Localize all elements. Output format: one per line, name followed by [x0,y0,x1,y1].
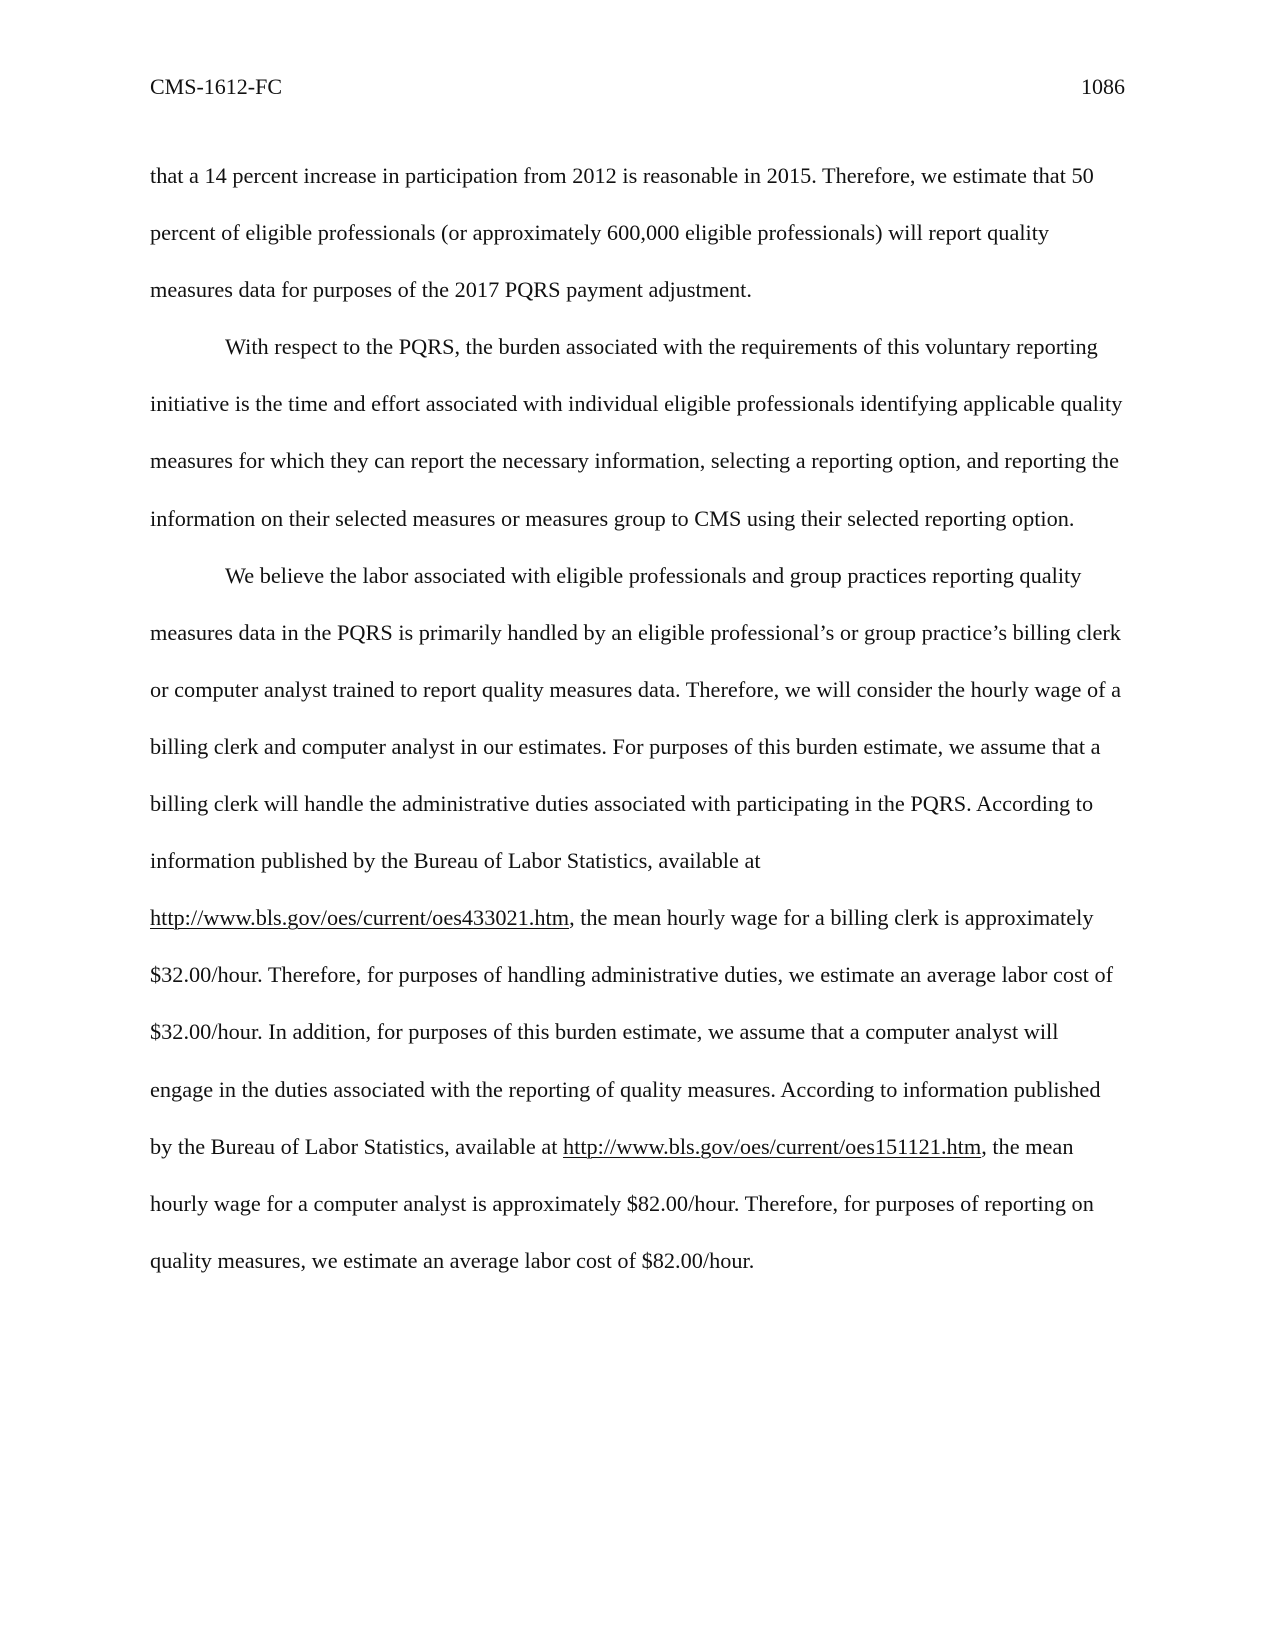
document-id: CMS-1612-FC [150,74,283,99]
paragraph-labor-cost [150,547,1125,1289]
document-body [150,147,1125,1289]
labor-cost-text-part-2: , the mean hourly wage for a billing clerk is approximately $32.00/hour. Therefore, for purposes of handling administrative duties, we estimate an average labor cost of $32.00/hour. In addition, for purposes of this burden estimate, we assume that a computer analyst will engage in the duties associated with the reporting of quality measures. According to information published by the Bureau of Labor Statistics, available at [150,905,1114,1159]
page-number: 1086 [1081,74,1125,99]
paragraph-participation-estimate: that a 14 percent increase in participation from 2012 is reasonable in 2015. Therefore, we estimate that 50 percent of eligible professionals (or approximately 600,000 eligible professionals) will report quality measures data for purposes of the 2017 PQRS payment adjustment. [150,163,1094,303]
labor-cost-text-part-3: , the mean hourly wage for a computer analyst is approximately $82.00/hour. Therefore, for purposes of reporting on quality measures, we estimate an average labor cost of $82.00/hour. [150,1133,1094,1273]
bls-computer-analyst-link[interactable]: http://www.bls.gov/oes/current/oes151121.htm [562,1133,982,1159]
paragraph-burden-description: With respect to the PQRS, the burden associated with the requirements of this voluntary reporting initiative is the time and effort associated with individual eligible professionals identifying applicable quality measures for which they can report the necessary information, selecting a reporting option, and reporting the information on their selected measures or measures group to CMS using their selected reporting option. [150,334,1123,531]
page-header [150,74,1125,106]
bls-billing-clerk-link[interactable]: http://www.bls.gov/oes/current/oes433021.htm [150,905,570,931]
labor-cost-text-part-1: We believe the labor associated with eligible professionals and group practices reporting quality measures data in the PQRS is primarily handled by an eligible professional’s or group practice’s billing clerk or computer analyst trained to report quality measures data. Therefore, we will consider the hourly wage of a billing clerk and computer analyst in our estimates. For purposes of this burden estimate, we assume that a billing clerk will handle the administrative duties associated with participating in the PQRS. According to information published by the Bureau of Labor Statistics, available at [150,562,1122,874]
